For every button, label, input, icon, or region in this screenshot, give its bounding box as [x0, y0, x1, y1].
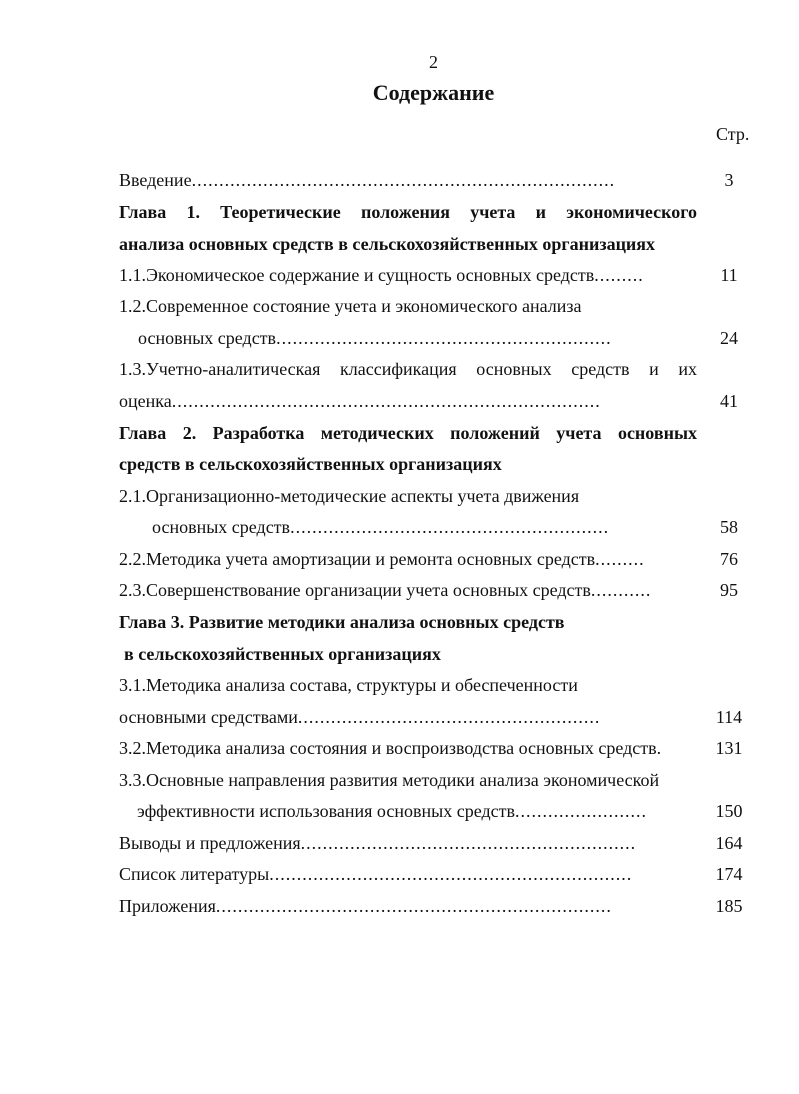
toc-leader-dots: .............................................................................	[191, 170, 616, 190]
toc-chapter-1-line-1[interactable]: Глава 1. Теоретические положения учета и экономического	[119, 202, 697, 222]
toc-leader-dots: .........	[594, 265, 644, 285]
toc-leader-dots: ...........	[590, 580, 652, 600]
toc-entry-appendices[interactable]	[119, 895, 697, 917]
toc-leader-dots: ..................................................................	[269, 864, 633, 884]
toc-entry-3-1-line-2[interactable]	[119, 706, 697, 728]
toc-page-ref: 76	[720, 549, 738, 569]
page-title: Содержание	[372, 80, 495, 105]
toc-entry-title: Приложения	[119, 896, 216, 916]
toc-chapter-1-line-2[interactable]: анализа основных средств в сельскохозяйственных организациях	[119, 234, 656, 254]
toc-entry-title: Список литературы	[119, 864, 270, 884]
toc-page-ref: 150	[715, 801, 743, 821]
toc-leader-dots: ........................	[514, 801, 647, 821]
toc-entry-1-3-line-1[interactable]: 1.3.Учетно-аналитическая классификация основных средств и их	[119, 359, 697, 379]
toc-leader-dots: ..............................................................................	[171, 391, 601, 411]
toc-entry-title: Введение	[119, 170, 192, 190]
toc-leader-dots: .............................................................	[276, 328, 612, 348]
toc-page-ref: 164	[715, 833, 743, 853]
toc-leader-dots: ........................................................................	[215, 896, 612, 916]
toc-entry-title: основных средств	[152, 517, 291, 537]
toc-page-ref: 3	[724, 170, 734, 190]
toc-chapter-3-line-1[interactable]: Глава 3. Развитие методики анализа основных средств	[119, 612, 565, 632]
toc-entry-1-3-line-2[interactable]	[119, 390, 697, 412]
toc-entry-introduction[interactable]	[119, 169, 697, 191]
toc-page-ref: 174	[715, 864, 743, 884]
toc-chapter-2-line-1[interactable]: Глава 2. Разработка методических положений учета основных	[119, 423, 697, 443]
toc-entry-3-1-line-1[interactable]: 3.1.Методика анализа состава, структуры и обеспеченности	[119, 675, 578, 695]
toc-entry-1-2-line-1[interactable]: 1.2.Современное состояние учета и экономического анализа	[119, 296, 582, 316]
toc-entry-title: 1.1.Экономическое содержание и сущность основных средств	[119, 265, 595, 285]
page-number: 2	[429, 52, 438, 72]
toc-page-ref: 24	[720, 328, 738, 348]
toc-page-ref: 131	[715, 738, 743, 758]
toc-entry-1-1[interactable]	[119, 264, 697, 286]
toc-entry-1-2-line-2[interactable]	[138, 327, 697, 349]
toc-leader-dots: .............................................................	[300, 833, 637, 853]
toc-entry-2-2[interactable]	[119, 548, 697, 570]
toc-entry-2-3[interactable]	[119, 579, 697, 601]
toc-page-ref: 114	[715, 707, 743, 727]
toc-leader-dots: .......................................................	[297, 707, 601, 727]
toc-entry-title: 3.2.Методика анализа состояния и воспроизводства основных средств.	[119, 738, 662, 758]
toc-entry-title: 2.3.Совершенствование организации учета основных средств	[119, 580, 591, 600]
toc-entry-2-1-line-2[interactable]	[152, 516, 697, 538]
toc-leader-dots: .........	[595, 549, 645, 569]
toc-entry-3-3-line-1[interactable]: 3.3.Основные направления развития методики анализа экономической	[119, 770, 660, 790]
toc-entry-3-2[interactable]	[119, 737, 703, 759]
toc-entry-title: Выводы и предложения	[119, 833, 301, 853]
toc-entry-2-1-line-1[interactable]: 2.1.Организационно-методические аспекты учета движения	[119, 486, 580, 506]
toc-entry-title: основных средств	[138, 328, 277, 348]
toc-leader-dots: ..........................................................	[290, 517, 610, 537]
toc-entry-title: эффективности использования основных средств	[137, 801, 515, 821]
toc-entry-title: основными средствами	[119, 707, 298, 727]
toc-page-ref: 185	[715, 896, 743, 916]
toc-entry-title: оценка	[119, 391, 172, 411]
toc-page-ref: 41	[720, 391, 738, 411]
toc-entry-3-3-line-2[interactable]	[137, 800, 697, 822]
toc-page-ref: 95	[720, 580, 738, 600]
toc-entry-title: 2.2.Методика учета амортизации и ремонта основных средств	[119, 549, 596, 569]
toc-page-ref: 11	[720, 265, 738, 285]
toc-chapter-3-line-2[interactable]: в сельскохозяйственных организациях	[124, 644, 441, 664]
toc-entry-bibliography[interactable]	[119, 863, 697, 885]
page-column-header: Стр.	[716, 124, 750, 144]
toc-page-ref: 58	[720, 517, 738, 537]
toc-chapter-2-line-2[interactable]: средств в сельскохозяйственных организациях	[119, 454, 502, 474]
toc-entry-conclusions[interactable]	[119, 832, 697, 854]
